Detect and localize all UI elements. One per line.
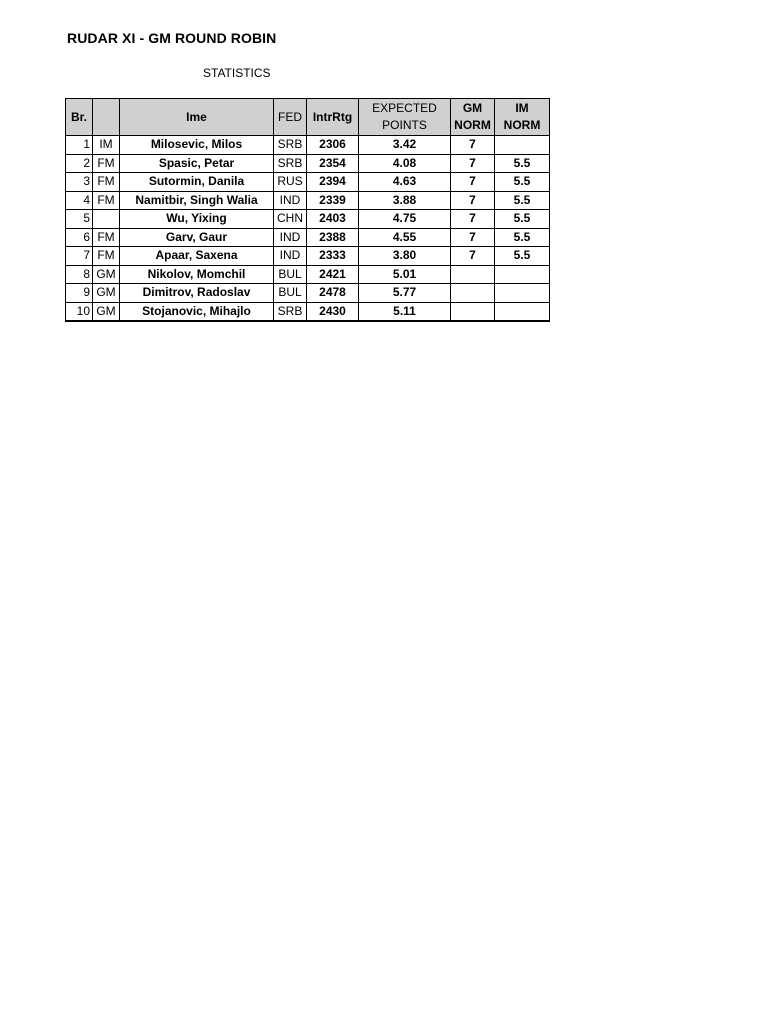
- cell-expected-points: 5.77: [359, 284, 451, 303]
- header-expected-line1: EXPECTED: [372, 101, 437, 115]
- cell-name: Sutormin, Danila: [120, 173, 274, 192]
- cell-title: FM: [93, 154, 120, 173]
- cell-rating: 2339: [307, 191, 359, 210]
- cell-title: IM: [93, 136, 120, 155]
- table-body: [66, 136, 550, 322]
- cell-fed: BUL: [274, 284, 307, 303]
- cell-gm-norm: 7: [451, 210, 495, 229]
- header-im-line1: IM: [515, 101, 529, 115]
- cell-fed: IND: [274, 247, 307, 266]
- document-subtitle: STATISTICS: [203, 66, 271, 80]
- cell-name: Dimitrov, Radoslav: [120, 284, 274, 303]
- header-gm-norm: [451, 99, 495, 136]
- cell-br: 2: [66, 154, 93, 173]
- table-row: [66, 154, 550, 173]
- cell-expected-points: 4.63: [359, 173, 451, 192]
- header-gm-line1: GM: [462, 101, 483, 115]
- cell-br: 6: [66, 228, 93, 247]
- cell-rating: 2403: [307, 210, 359, 229]
- cell-gm-norm: 7: [451, 247, 495, 266]
- header-title: [93, 99, 120, 136]
- cell-gm-norm: [451, 284, 495, 303]
- cell-rating: 2333: [307, 247, 359, 266]
- table-row: [66, 265, 550, 284]
- cell-rating: 2388: [307, 228, 359, 247]
- cell-title: GM: [93, 302, 120, 321]
- cell-fed: IND: [274, 228, 307, 247]
- header-rating: IntrRtg: [307, 99, 359, 136]
- table-row: [66, 247, 550, 266]
- cell-rating: 2306: [307, 136, 359, 155]
- statistics-table: [65, 98, 550, 322]
- cell-fed: SRB: [274, 154, 307, 173]
- header-br: Br.: [66, 99, 93, 136]
- cell-im-norm: 5.5: [495, 210, 550, 229]
- table-row: [66, 191, 550, 210]
- cell-gm-norm: [451, 265, 495, 284]
- document-title: RUDAR XI - GM ROUND ROBIN: [67, 30, 277, 46]
- cell-br: 10: [66, 302, 93, 321]
- cell-br: 7: [66, 247, 93, 266]
- header-fed: FED: [274, 99, 307, 136]
- cell-name: Wu, Yixing: [120, 210, 274, 229]
- cell-rating: 2478: [307, 284, 359, 303]
- cell-expected-points: 3.88: [359, 191, 451, 210]
- cell-fed: CHN: [274, 210, 307, 229]
- header-im-line2: NORM: [503, 118, 541, 132]
- cell-gm-norm: 7: [451, 173, 495, 192]
- cell-name: Garv, Gaur: [120, 228, 274, 247]
- cell-rating: 2354: [307, 154, 359, 173]
- header-gm-line2: NORM: [454, 118, 491, 132]
- table-row: [66, 173, 550, 192]
- cell-br: 1: [66, 136, 93, 155]
- cell-gm-norm: [451, 302, 495, 321]
- cell-name: Nikolov, Momchil: [120, 265, 274, 284]
- cell-gm-norm: 7: [451, 191, 495, 210]
- cell-name: Milosevic, Milos: [120, 136, 274, 155]
- header-im-norm: [495, 99, 550, 136]
- table-header: [66, 99, 550, 136]
- cell-fed: BUL: [274, 265, 307, 284]
- cell-expected-points: 5.11: [359, 302, 451, 321]
- cell-gm-norm: 7: [451, 136, 495, 155]
- cell-im-norm: 5.5: [495, 191, 550, 210]
- cell-gm-norm: 7: [451, 154, 495, 173]
- table-row: [66, 284, 550, 303]
- cell-name: Stojanovic, Mihajlo: [120, 302, 274, 321]
- cell-br: 9: [66, 284, 93, 303]
- header-row: [66, 99, 550, 136]
- cell-im-norm: [495, 136, 550, 155]
- cell-im-norm: [495, 265, 550, 284]
- header-name: Ime: [120, 99, 274, 136]
- cell-im-norm: 5.5: [495, 154, 550, 173]
- table-row: [66, 210, 550, 229]
- cell-fed: SRB: [274, 136, 307, 155]
- cell-im-norm: [495, 284, 550, 303]
- cell-im-norm: 5.5: [495, 228, 550, 247]
- table-row: [66, 228, 550, 247]
- header-expected-line2: POINTS: [382, 118, 427, 132]
- cell-im-norm: 5.5: [495, 173, 550, 192]
- cell-fed: SRB: [274, 302, 307, 321]
- cell-rating: 2421: [307, 265, 359, 284]
- cell-name: Spasic, Petar: [120, 154, 274, 173]
- cell-expected-points: 3.42: [359, 136, 451, 155]
- cell-br: 3: [66, 173, 93, 192]
- cell-expected-points: 4.55: [359, 228, 451, 247]
- cell-expected-points: 4.08: [359, 154, 451, 173]
- cell-im-norm: [495, 302, 550, 321]
- cell-fed: RUS: [274, 173, 307, 192]
- cell-expected-points: 4.75: [359, 210, 451, 229]
- header-expected-points: [359, 99, 451, 136]
- cell-title: FM: [93, 191, 120, 210]
- cell-title: GM: [93, 284, 120, 303]
- cell-title: FM: [93, 173, 120, 192]
- cell-expected-points: 5.01: [359, 265, 451, 284]
- cell-title: FM: [93, 247, 120, 266]
- cell-title: GM: [93, 265, 120, 284]
- table-row: [66, 302, 550, 321]
- cell-title: [93, 210, 120, 229]
- cell-rating: 2394: [307, 173, 359, 192]
- cell-br: 8: [66, 265, 93, 284]
- cell-br: 5: [66, 210, 93, 229]
- cell-fed: IND: [274, 191, 307, 210]
- cell-expected-points: 3.80: [359, 247, 451, 266]
- cell-im-norm: 5.5: [495, 247, 550, 266]
- cell-gm-norm: 7: [451, 228, 495, 247]
- cell-br: 4: [66, 191, 93, 210]
- cell-name: Namitbir, Singh Walia: [120, 191, 274, 210]
- cell-title: FM: [93, 228, 120, 247]
- cell-rating: 2430: [307, 302, 359, 321]
- cell-name: Apaar, Saxena: [120, 247, 274, 266]
- table-row: [66, 136, 550, 155]
